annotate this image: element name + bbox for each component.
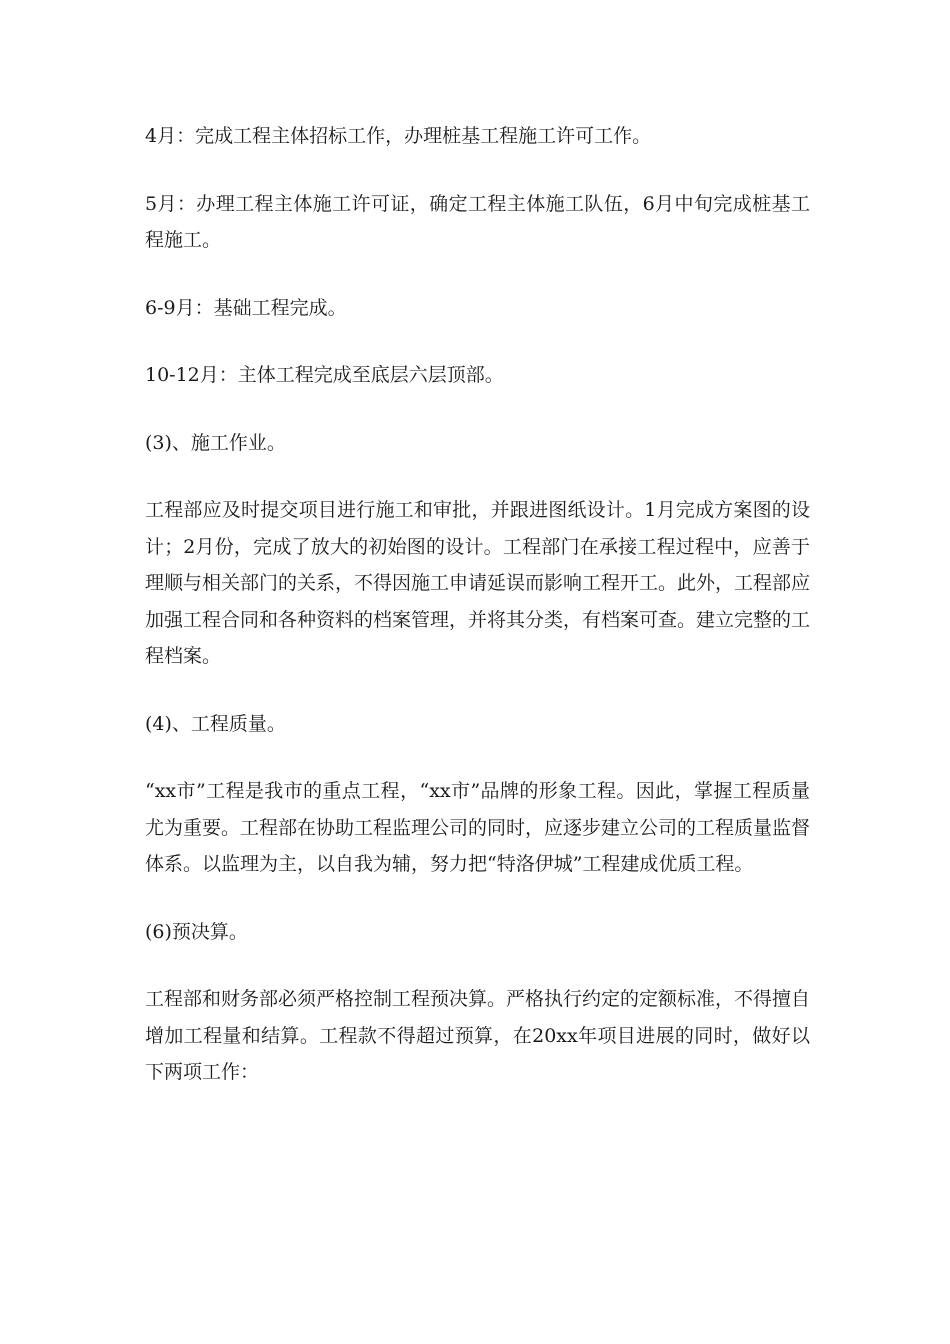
paragraph-may: 5月：办理工程主体施工许可证，确定工程主体施工队伍，6月中旬完成桩基工程施工。 (145, 192, 810, 251)
paragraph-quality: “xx市”工程是我市的重点工程，“xx市”品牌的形象工程。因此，掌握工程质量尤为重要。工程部在协助工程监理公司的同时，应逐步建立公司的工程质量监督体系。以监理为主，以自我为辅，努力把“特洛伊城”工程建成优质工程。 (145, 780, 811, 875)
section-heading-budget: (6)预决算。 (145, 920, 248, 943)
paragraph-budget: 工程部和财务部必须严格控制工程预决算。严格执行约定的定额标准，不得擅自增加工程量和结算。工程款不得超过预算，在20xx年项目进展的同时，做好以下两项工作： (145, 988, 811, 1083)
paragraph-june-september: 6-9月：基础工程完成。 (145, 296, 347, 319)
paragraph-construction: 工程部应及时提交项目进行施工和审批，并跟进图纸设计。1月完成方案图的设计；2月份，完成了放大的初始图的设计。工程部门在承接工程过程中，应善于理顺与相关部门的关系，不得因施工申请延误而影响工程开工。此外，工程部应加强工程合同和各种资料的档案管理，并将其分类，有档案可查。建立完整的工程档案。 (145, 499, 811, 667)
section-heading-construction: (3)、施工作业。 (145, 431, 286, 454)
paragraph-october-december: 10-12月：主体工程完成至底层六层顶部。 (145, 364, 504, 386)
section-heading-quality: (4)、工程质量。 (145, 712, 286, 735)
paragraph-april: 4月：完成工程主体招标工作，办理桩基工程施工许可工作。 (145, 125, 652, 147)
document-body (145, 118, 810, 1122)
